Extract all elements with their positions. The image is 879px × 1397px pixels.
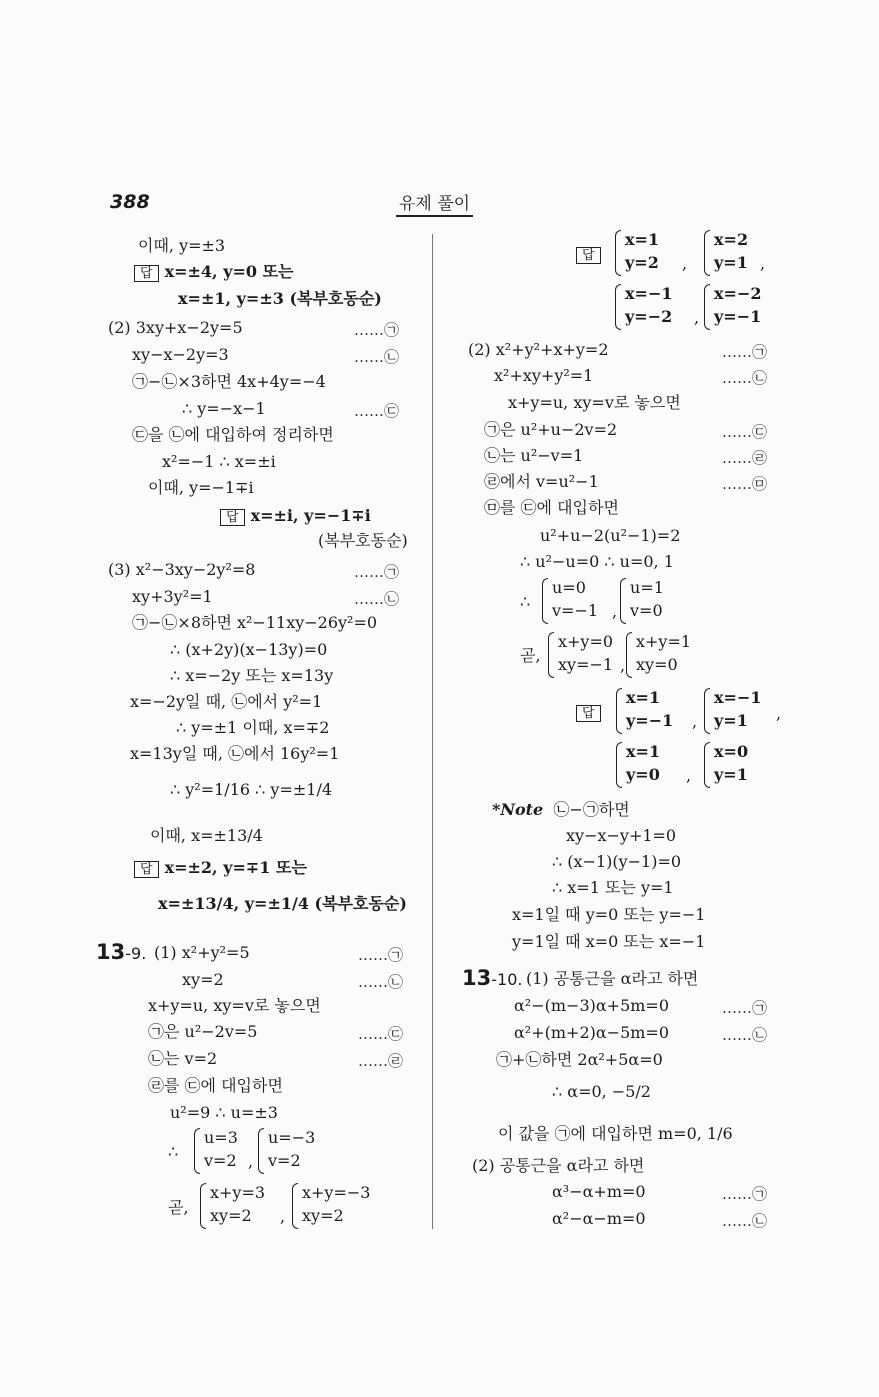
equation-tag: ……㉡ [354,348,400,366]
answer-text: x=±i, y=−1∓i [250,506,371,525]
equation-line: α²−(m−3)α+5m=0 [514,996,670,1015]
answer-text: x=±13/4, y=±1/4 (복부호동순) [158,894,407,913]
equation-line: ∴ x=−2y 또는 x=13y [170,666,334,685]
equation-line: xy=2 [182,970,224,989]
text-line: (1) 공통근을 α라고 하면 [526,969,699,988]
equation-tag: ……㉠ [354,321,400,339]
answer-text: (복부호동순) [318,531,408,550]
equation-line: xy−x−y+1=0 [566,826,677,845]
text-line: ㉢을 ㉡에 대입하여 정리하면 [132,425,334,444]
text-line: x=−2y일 때, ㉡에서 y²=1 [130,692,323,711]
equation-line: ㉠−㉡×8하면 x²−11xy−26y²=0 [132,613,378,632]
equation-line: ∴ α=0, −5/2 [552,1082,651,1101]
column-divider [432,234,433,1229]
equation-tag: ……㉣ [358,1052,404,1070]
text-line: x+y=u, xy=v로 놓으면 [508,393,681,412]
equation-line: ∴ (x−1)(y−1)=0 [552,852,682,871]
answer-line [134,858,307,878]
answer-system: x=1 y=0 [616,742,686,788]
equation-line: ∴ x=1 또는 y=1 [552,878,674,897]
answer-system: x=−2 y=−1 [704,284,784,330]
equation-line: ∴ y=±1 이때, x=∓2 [176,718,330,737]
equation-line: (2) 3xy+x−2y=5 [108,318,243,337]
equation-line: x²=−1 ∴ x=±i [162,452,276,471]
text-line: x+y=u, xy=v로 놓으면 [148,996,321,1015]
equation-tag: ……㉠ [722,1185,768,1203]
answer-system: x=1 y=−1 [616,688,696,734]
equation-line: ㉠은 u²−2v=5 [148,1022,258,1041]
answer-text: x=±1, y=±3 (복부호동순) [178,289,382,308]
answer-label: 답 [576,247,601,264]
text-line: 이때, y=−1∓i [148,478,254,497]
equation-line: ㉠+㉡하면 2α²+5α=0 [496,1050,663,1069]
text-line: x=1일 때 y=0 또는 y=−1 [512,905,706,924]
equation-tag: ……㉠ [722,343,768,361]
answer-text: x=±2, y=∓1 또는 [164,858,307,877]
equation-line: ∴ u²−u=0 ∴ u=0, 1 [520,552,674,571]
answer-line [576,244,607,264]
equation-tag: ……㉡ [722,1212,768,1230]
answer-label: 답 [576,705,601,722]
equation-tag: ……㉤ [722,475,768,493]
therefore-symbol: ∴ [520,592,531,611]
equation-tag: ……㉢ [722,423,768,441]
answer-text: x=±4, y=0 또는 [164,262,294,281]
equation-system: x+y=0 xy=−1 [548,632,624,678]
answer-label: 답 [134,861,159,878]
text-line: (2) 공통근을 α라고 하면 [472,1156,645,1175]
note-label: *Note [492,800,544,819]
running-header: 유제 풀이 [396,189,473,217]
equation-line: (3) x²−3xy−2y²=8 [108,560,256,579]
equation-system: x+y=3 xy=2 [200,1183,280,1229]
equation-line: (1) x²+y²=5 [154,943,250,962]
equation-tag: ……㉡ [354,590,400,608]
equation-line: ∴ y=−x−1 [182,399,266,418]
equation-line: ㉠−㉡×3하면 4x+4y=−4 [132,372,326,391]
equation-tag: ……㉠ [722,999,768,1017]
equation-line: α³−α+m=0 [552,1182,646,1201]
equation-system: u=0 v=−1 [542,578,612,624]
answer-line [134,262,294,282]
equation-line: u²+u−2(u²−1)=2 [540,526,681,545]
equation-tag: ……㉢ [354,402,400,420]
text-line: ㉣를 ㉢에 대입하면 [148,1076,283,1095]
answer-system: x=2 y=1 [704,230,774,276]
answer-system: x=−1 y=−2 [615,284,695,330]
equation-line: u²=9 ∴ u=±3 [170,1103,278,1122]
equation-line: (2) x²+y²+x+y=2 [468,340,609,359]
answer-system: x=−1 y=1 [704,688,780,734]
equation-tag: ……㉡ [722,369,768,387]
answer-label: 답 [220,509,245,526]
equation-line: ㉠은 u²+u−2v=2 [484,420,618,439]
equation-line: xy−x−2y=3 [132,345,229,364]
equation-line: ∴ (x+2y)(x−13y)=0 [170,640,328,659]
equation-line: xy+3y²=1 [132,587,213,606]
equation-system: u=−3 v=2 [258,1128,328,1174]
text-line: x=13y일 때, ㉡에서 16y²=1 [130,744,340,763]
equation-system: u=1 v=0 [620,578,680,624]
therefore-symbol: ∴ [168,1142,179,1161]
equation-line: ㉡는 u²−v=1 [484,446,584,465]
note-line: *Note ㉡−㉠하면 [492,800,630,819]
answer-system: x=1 y=2 [615,230,685,276]
answer-line [220,506,371,526]
equation-tag: ……㉢ [358,1025,404,1043]
equation-system: x+y=−3 xy=2 [292,1183,392,1229]
equation-line: α²−α−m=0 [552,1209,646,1228]
page-number: 388 [110,191,150,213]
problem-number: 13-9. [96,940,147,964]
text-line: 이때, x=±13/4 [150,826,263,845]
equation-tag: ……㉠ [358,946,404,964]
equation-line: ㉣에서 v=u²−1 [484,472,599,491]
equation-tag: ……㉡ [358,973,404,991]
equation-tag: ……㉠ [354,563,400,581]
equation-system: u=3 v=2 [194,1128,254,1174]
text-line: 이 값을 ㉠에 대입하면 m=0, 1/6 [498,1124,733,1143]
text-line: 곧, [520,646,541,665]
equation-line: ㉡는 v=2 [148,1049,218,1068]
equation-system: x+y=1 xy=0 [626,632,726,678]
answer-label: 답 [134,265,159,282]
answer-system: x=0 y=1 [704,742,768,788]
page: 388 유제 풀이 이때, y=±3 답 x=±4, y=0 또는 x=±1, y=±3 (복부호동순) (2) 3xy+x−2y=5 ……㉠ xy−x−2y=3 ……㉡ ㉠−㉡×3하면 4x+4y=−4 ∴ y=−x−1 ……㉢ ㉢을 ㉡에 대입하여 정리하면 x²=−1 ∴ x=±i 이때, y=−1∓i 답 x=±i, y=−1∓i (복부호동순) (3) x²−3xy−2y²=8 ……㉠ xy+3y²=1 ……㉡ ㉠−㉡×8하면 x²−11xy−26y²=0 ∴ (x+2y)(x−13y)=0 ∴ x=−2y 또는 x=13y x=−2y일 때, ㉡에서 y²=1 ∴ y=±1 이때, x=∓2 x=13y일 때, ㉡에서 16y²=1 ∴ y²=1/16 ∴ y=±1/4 이때, x=±13/4 답 x=±2, y=∓1 또는 x=±13/4, y=±1/4 (복부호동순) 13-9. (1) x²+y²=5 ……㉠ xy=2 ……㉡ x+y=u, xy=v로 놓으면 ㉠은 u²−2v=5 ……㉢ ㉡는 v=2 ……㉣ ㉣를 ㉢에 대입하면 u²=9 ∴ u=±3 ∴ u=3 v=2 , u=−3 v=2 곧, x+y=3 xy=2 , x+y=−3 xy=2 답 x=1 y=2 , x=2 y=1 , x=−1 y=−2 , x=−2 y=−1 (2) x²+y²+x+y=2 ……㉠ x²+xy+y²=1 ……㉡ x+y=u, xy=v로 놓으면 ㉠은 u²+u−2v=2 ……㉢ ㉡는 u²−v=1 ……㉣ ㉣에서 v=u²−1 ……㉤ ㉤를 ㉢에 대입하면 u²+u−2(u²−1)=2 ∴ u²−u=0 ∴ u=0, 1 ∴ u=0 v=−1 , u=1 v=0 곧, x+y=0 xy=−1 , x+y=1 xy=0 답 x=1 y=−1 , x=−1 y=1 , x=1 y=0 , x=0 y=1 *Note ㉡−㉠하면 xy−x−y+1=0 ∴ (x−1)(y−1)=0 ∴ x=1 또는 y=1 x=1일 때 y=0 또는 y=−1 y=1일 때 x=0 또는 x=−1 13-10. (1) 공통근을 α라고 하면 α²−(m−3)α+5m=0 ……㉠ α²+(m+2)α−5m=0 ……㉡ ㉠+㉡하면 2α²+5α=0 ∴ α=0, −5/2 이 값을 ㉠에 대입하면 m=0, 1/6 (2) 공통근을 α라고 하면 α³−α+m=0 ……㉠ α²−α−m=0 ……㉡ [0,0,879,1397]
answer-line [576,702,607,722]
text-line: 곧, [168,1198,189,1217]
text-line: ㉤를 ㉢에 대입하면 [484,498,619,517]
equation-line: ∴ y²=1/16 ∴ y=±1/4 [170,780,333,799]
equation-tag: ……㉣ [722,449,768,467]
text-line: y=1일 때 x=0 또는 x=−1 [512,932,706,951]
equation-tag: ……㉡ [722,1026,768,1044]
equation-line: α²+(m+2)α−5m=0 [514,1023,670,1042]
text-line: 이때, y=±3 [138,236,226,255]
equation-line: x²+xy+y²=1 [494,366,594,385]
problem-number: 13-10. [462,966,523,990]
